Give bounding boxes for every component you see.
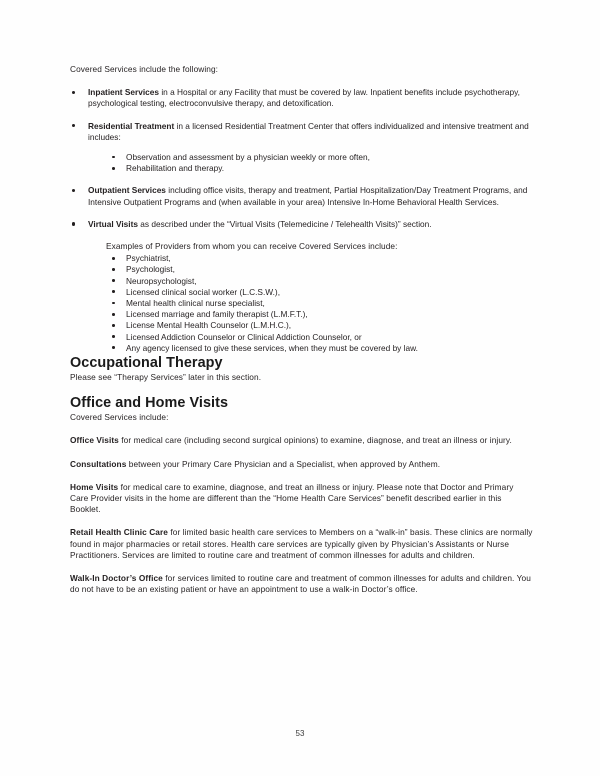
provider-name: Neuropsychologist, [126, 275, 197, 286]
paragraph-text: for limited basic health care services to Members on a “walk-in” basis. These clinics are normally found in major pharmacies or retail stores. Health care services are typically given by Physician’s Assistants or Nurse Practitioners. Services are limited to routine care and treatment of common illnesses for adults and children. [70, 527, 533, 560]
provider-name: Mental health clinical nurse specialist, [126, 298, 265, 309]
list-item [106, 343, 534, 354]
provider-name: Psychologist, [126, 264, 175, 275]
list-item [106, 320, 534, 331]
covered-services-bullet-list [70, 87, 534, 354]
intro-paragraph: Covered Services include the following: [70, 64, 219, 74]
bullet-dot-icon [112, 257, 115, 260]
bullet-dot-icon [112, 346, 115, 349]
page-content [70, 64, 534, 608]
bullet-dot-icon [112, 335, 115, 338]
bullet-dot-icon [112, 313, 115, 316]
list-item [70, 219, 534, 354]
bullet-lead-in: Outpatient Services [88, 185, 166, 196]
paragraph-text: for services limited to routine care and treatment of common illnesses for adults and children. You do not have to be an existing patient or have an appointment to use a walk-in Doctor’s office. [70, 573, 531, 595]
list-item [106, 309, 534, 320]
provider-name: Licensed marriage and family therapist (L.M.F.T.), [126, 309, 308, 320]
list-item [106, 152, 534, 163]
bullet-lead-in: Virtual Visits [88, 218, 138, 229]
bullet-dot-icon [112, 167, 115, 170]
section-heading-occupational-therapy: Occupational Therapy [70, 355, 223, 372]
bullet-dot-icon [112, 302, 115, 305]
bullet-dot-icon [112, 290, 115, 293]
provider-name: Psychiatrist, [126, 253, 171, 264]
list-item [106, 253, 534, 264]
provider-name: License Mental Health Counselor (L.M.H.C.), [126, 320, 292, 331]
paragraph-home-visits [70, 482, 534, 516]
list-item [106, 264, 534, 275]
provider-name: Any agency licensed to give these services, when they must be covered by law. [126, 342, 418, 353]
occupational-therapy-body: Please see “Therapy Services” later in this section. [70, 372, 262, 383]
office-visits-intro: Covered Services include: [70, 412, 169, 423]
paragraph-text: for medical care (including second surgical opinions) to examine, diagnose, and treat an illness or injury. [118, 435, 512, 446]
paragraph-lead-in: Office Visits [70, 435, 119, 446]
bullet-text: in a licensed Residential Treatment Center that offers individualized and intensive treatment and includes: [88, 120, 529, 142]
bullet-dot-icon [72, 124, 75, 127]
list-item [106, 287, 534, 298]
list-item [106, 332, 534, 343]
list-item [70, 87, 534, 109]
bullet-text: as described under the “Virtual Visits (Telemedicine / Telehealth Visits)” section. [137, 218, 432, 229]
bullet-dot-icon [72, 91, 75, 94]
paragraph-consultations [70, 459, 534, 470]
bullet-dot-icon [112, 324, 115, 327]
providers-list [106, 253, 534, 354]
list-item [70, 185, 534, 207]
page-number: 53 [295, 729, 305, 738]
paragraph-lead-in: Home Visits [70, 481, 119, 492]
office-and-home-visits-body [70, 412, 534, 595]
paragraph-retail-health-clinic-care [70, 527, 534, 561]
bullet-text: including office visits, therapy and treatment, Partial Hospitalization/Day Treatment Programs, and Intensive Outpatient Programs and (when available in your area) Intensive In-Home Behavioral Health Services. [88, 185, 528, 207]
paragraph-office-visits [70, 435, 534, 446]
sub-bullet-text: Observation and assessment by a physician weekly or more often, [126, 152, 370, 163]
bullet-dot-icon [112, 279, 115, 282]
bullet-lead-in: Inpatient Services [88, 87, 160, 98]
residential-treatment-sub-list [88, 152, 534, 174]
provider-name: Licensed clinical social worker (L.C.S.W.), [126, 286, 281, 297]
bullet-lead-in: Residential Treatment [88, 120, 175, 131]
bullet-dot-icon [112, 268, 115, 271]
bullet-dot-icon [112, 156, 115, 159]
bullet-dot-icon [72, 222, 75, 225]
list-item [70, 121, 534, 175]
sub-bullet-text: Rehabilitation and therapy. [126, 163, 225, 174]
list-item [106, 298, 534, 309]
list-item [106, 163, 534, 174]
paragraph-text: between your Primary Care Physician and a Specialist, when approved by Anthem. [126, 458, 441, 469]
providers-block [88, 241, 534, 354]
provider-name: Licensed Addiction Counselor or Clinical Addiction Counselor, or [126, 331, 362, 342]
providers-intro: Examples of Providers from whom you can receive Covered Services include: [106, 241, 398, 252]
paragraph-text: for medical care to examine, diagnose, and treat an illness or injury. Please note that Doctor and Primary Care Provider visits in the home are different than the “Home Health Care Services” benefit described earlier in this Booklet. [70, 481, 514, 515]
paragraph-lead-in: Retail Health Clinic Care [70, 527, 168, 538]
paragraph-lead-in: Walk-In Doctor’s Office [70, 573, 163, 584]
list-item [106, 276, 534, 287]
bullet-text: in a Hospital or any Facility that must be covered by law. Inpatient benefits include psychotherapy, psychological testing, electroconvulsive therapy, and detoxification. [88, 87, 520, 109]
paragraph-walk-in-doctors-office [70, 573, 534, 595]
paragraph-lead-in: Consultations [70, 458, 127, 469]
section-heading-office-and-home-visits: Office and Home Visits [70, 395, 229, 412]
bullet-dot-icon [72, 189, 75, 192]
